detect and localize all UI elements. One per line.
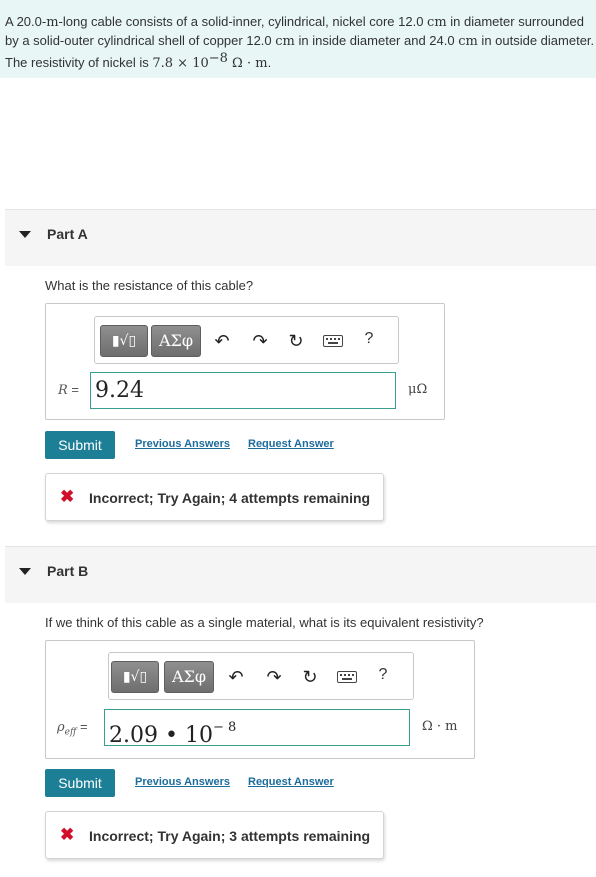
collapse-triangle-icon[interactable] (19, 568, 31, 575)
part-b-variable-label: $\rho_{eff}$ = (57, 719, 88, 738)
keyboard-icon[interactable] (337, 671, 357, 683)
greek-symbols-button[interactable]: ΑΣφ (151, 325, 201, 357)
greek-symbols-button[interactable]: ΑΣφ (164, 661, 214, 693)
math-toolbar (108, 652, 414, 700)
templates-button[interactable]: ▮√▯ (100, 325, 148, 357)
problem-line-3: The resistivity of nickel is $7.8 \times 10^{-8}$ Ω · m. (5, 51, 272, 71)
part-a-submit-button[interactable]: Submit (45, 431, 115, 459)
reset-icon[interactable]: ↻ (288, 331, 304, 351)
part-b-previous-answers-link[interactable]: Previous Answers (135, 776, 230, 788)
help-button[interactable]: ? (378, 666, 388, 683)
part-a-answer-box (45, 303, 445, 420)
collapse-triangle-icon[interactable] (19, 231, 31, 238)
part-b-answer-input[interactable]: 2.09 • $10^{- 8}$ (104, 709, 410, 746)
redo-icon[interactable]: ↷ (252, 331, 268, 351)
part-b-submit-button[interactable]: Submit (45, 769, 115, 797)
part-b-title: Part B (47, 563, 89, 579)
math-toolbar (94, 316, 399, 364)
problem-line-2: by a solid-outer cylindrical shell of copper 12.0 cm in inside diameter and 24.0 cm in outside diameter. (5, 32, 595, 49)
part-b-request-answer-link[interactable]: Request Answer (248, 776, 334, 788)
redo-icon[interactable]: ↷ (266, 667, 282, 687)
help-button[interactable]: ? (364, 330, 374, 347)
part-a-header[interactable] (5, 209, 596, 266)
part-a-unit: μΩ (408, 382, 428, 397)
part-a-previous-answers-link[interactable]: Previous Answers (135, 438, 230, 450)
part-a-request-answer-link[interactable]: Request Answer (248, 438, 334, 450)
problem-statement (0, 0, 596, 78)
part-b-answer-box (45, 640, 475, 759)
undo-icon[interactable]: ↶ (228, 667, 244, 687)
part-a-question: What is the resistance of this cable? (45, 278, 254, 293)
reset-icon[interactable]: ↻ (302, 667, 318, 687)
part-a-variable-label: R = (58, 382, 80, 398)
problem-line-1: A 20.0-m-long cable consists of a solid-inner, cylindrical, nickel core 12.0 cm in diameter surrounded (5, 14, 584, 30)
part-b-feedback-message: Incorrect; Try Again; 3 attempts remaining (89, 828, 371, 844)
part-a-title: Part A (47, 226, 88, 242)
incorrect-icon: ✖ (60, 487, 75, 506)
part-b-header[interactable] (5, 546, 596, 603)
templates-button[interactable]: ▮√▯ (111, 661, 159, 693)
part-b-feedback (45, 811, 384, 859)
part-a-answer-input[interactable]: 9.24 (90, 372, 396, 409)
undo-icon[interactable]: ↶ (214, 331, 230, 351)
part-b-question: If we think of this cable as a single material, what is its equivalent resistivity? (45, 615, 484, 630)
keyboard-icon[interactable] (323, 335, 343, 347)
part-b-unit: Ω · m (422, 719, 458, 734)
incorrect-icon: ✖ (60, 825, 75, 844)
part-a-feedback-message: Incorrect; Try Again; 4 attempts remaining (89, 490, 371, 506)
part-a-feedback (45, 473, 384, 521)
